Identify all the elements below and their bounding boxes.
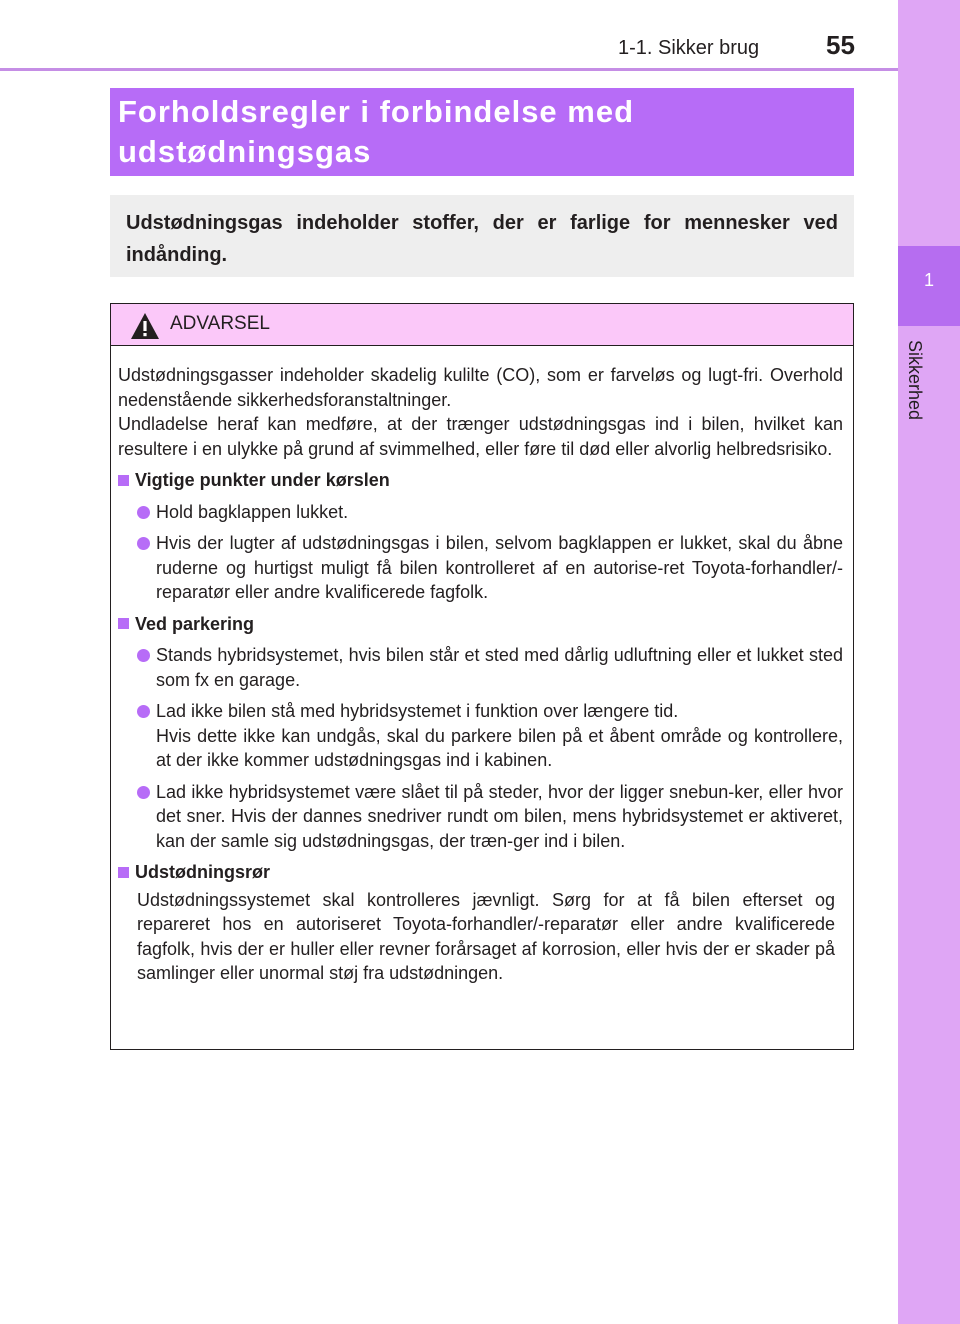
warning-triangle-icon (130, 312, 160, 340)
list-item-text: Stands hybridsystemet, hvis bilen står et sted med dårlig udluftning eller et lukket sted som fx en garage. (156, 645, 843, 690)
square-bullet-icon (118, 867, 129, 878)
list-item (118, 531, 843, 605)
section-heading (118, 468, 843, 493)
intro-text: Udstødningsgas indeholder stoffer, der er farlige for mennesker ved indånding. (126, 212, 838, 266)
round-bullet-icon (137, 537, 150, 550)
round-bullet-icon (137, 506, 150, 519)
section-heading-text: Udstødningsrør (135, 862, 270, 882)
warning-box (110, 303, 854, 1050)
section-heading (118, 860, 843, 885)
page-title-line-2: udstødningsgas (118, 134, 372, 169)
warning-intro-2: Undladelse heraf kan medføre, at der trænger udstødningsgas ind i bilen, hvilket kan resultere i en ulykke på grund af svimmelhed, eller føre til død eller alvorlig helbredsrisiko. (118, 414, 843, 459)
list-item-text: Hvis dette ikke kan undgås, skal du parkere bilen på et åbent område og kontrollere, at der ikke kommer udstødningsgas ind i kabinen. (156, 725, 843, 770)
list-item-text: Lad ikke hybridsystemet være slået til på steder, hvor der ligger snebun-ker, eller hvor det sner. Hvis der dannes snedriver rundt om bilen, mens hybridsystemet er aktiveret, kan der samle sig udstødningsgas, der træn-ger ind i bilen. (156, 781, 843, 851)
list-item (118, 500, 843, 525)
page-number: 55 (826, 30, 855, 60)
side-tab (898, 0, 960, 1324)
page-title-line-1: Forholdsregler i forbindelse med (118, 94, 635, 129)
warning-header (111, 304, 853, 346)
list-item (118, 699, 843, 773)
chapter-label-container (904, 340, 934, 430)
round-bullet-icon (137, 705, 150, 718)
chapter-number: 1 (923, 270, 934, 290)
header-rule (0, 68, 898, 71)
square-bullet-icon (118, 618, 129, 629)
list-item (118, 643, 843, 692)
section-heading-text: Ved parkering (135, 613, 255, 634)
page-title-bar (110, 88, 854, 176)
square-bullet-icon (118, 475, 129, 486)
chapter-label: Sikkerhed (905, 340, 925, 421)
section-reference: 1-1. Sikker brug (618, 37, 760, 59)
section-heading-text: Vigtige punkter under kørslen (135, 470, 390, 490)
round-bullet-icon (137, 649, 150, 662)
warning-label: ADVARSEL (170, 313, 270, 334)
list-item (118, 780, 843, 854)
warning-intro-1: Udstødningsgasser indeholder skadelig kulilte (CO), som er farveløs og lugt-fri. Overhold nedenstående sikkerhedsforanstaltninger. (118, 365, 843, 410)
chapter-tab[interactable] (898, 246, 960, 326)
list-item-content (156, 699, 843, 773)
section-text: Udstødningssystemet skal kontrolleres jævnligt. Sørg for at få bilen efterset og repareret hos en autoriseret Toyota-forhandler/-reparatør eller andre kvalificerede fagfolk, hvis der er huller eller revner forårsaget af korrosion, eller hvis der er skader på samlinger eller unormal støj fra udstødningen. (137, 889, 835, 983)
round-bullet-icon (137, 786, 150, 799)
list-item-text: Lad ikke bilen stå med hybridsystemet i funktion over længere tid. (156, 701, 679, 721)
warning-body (111, 346, 853, 986)
list-item-text: Hold bagklappen lukket. (156, 501, 349, 522)
intro-box (110, 195, 854, 277)
section-heading (118, 612, 843, 637)
list-item-text: Hvis der lugter af udstødningsgas i bilen, selvom bagklappen er lukket, skal du åbne ruderne og hurtigst muligt få bilen kontrolleret af en autorise-ret Toyota-forhandler/-reparatør eller andre kvalificerede fagfolk. (156, 533, 843, 602)
